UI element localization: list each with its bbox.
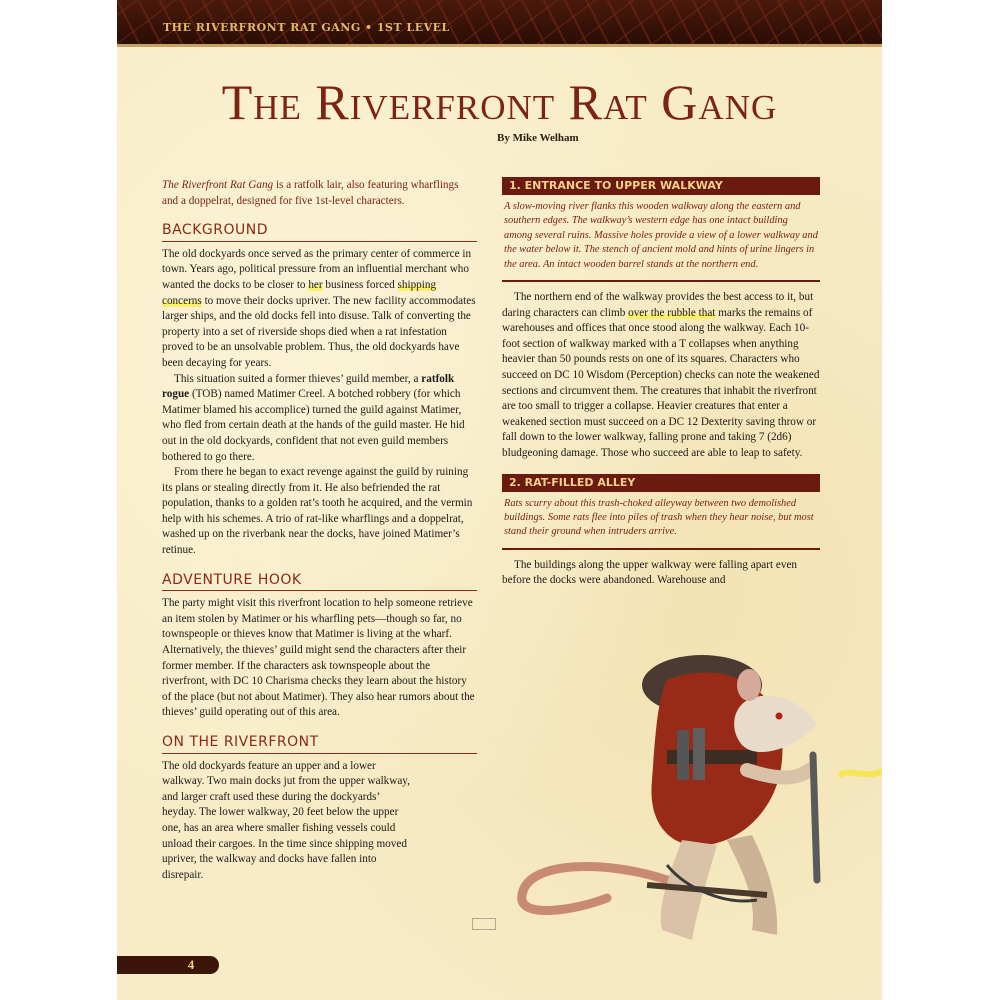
text-run: marks the remains of warehouses and offices that once stood along the walkway. Each 10-foot section of walkway marked with a T collapses when anything heavier than 50 pounds rests on one of its squares. Characters who succeed on DC 10 Wisdom (Perception) checks can note the weakened sections and circumvent them. The creatures that inhabit the riverfront are too small to trigger a collapse. Heavier creatures that enter a weakened section must succeed on a DC 12 Dexterity saving throw or fall down to the lower walkway, falling prone and taking 7 (2d6) bludgeoning damage. Those who succeed are able to leap to safety. [502, 306, 820, 459]
yellow-highlight-smudge [837, 760, 882, 790]
highlighted-text: over the rubble that [628, 306, 716, 319]
dagger [813, 755, 817, 880]
on-the-riverfront-heading: ON THE RIVERFRONT [162, 735, 477, 754]
text-run: business forced [322, 278, 398, 291]
alley-heading: 2. RAT-FILLED ALLEY [502, 474, 820, 492]
entrance-heading: 1. ENTRANCE TO UPPER WALKWAY [502, 177, 820, 195]
adventure-hook-paragraph: The party might visit this riverfront location to help someone retrieve an item stolen by Matimer or his wharfling pets—though so far, no townspeople or thieves know that Matimer is living at the wharf. Alternatively, the thieves’ guild might send the characters after their former member. If the characters ask townspeople about the riverfront, with DC 10 Charisma checks they learn about the history of the place (but not about Matimer). They also hear rumors about the thieves’ guild operating out of this area. [162, 597, 475, 719]
byline: By Mike Welham [497, 132, 579, 144]
background-paragraph-3: From there he began to exact revenge against the guild by ruining its plans or stealing directly from it. He also befriended the rat population, thanks to a golden rat’s tooth he acquired, and the vermin help with his schemes. A trio of rat-like wharflings and a doppelrat, washed up on the riverbank near the docks, have joined Matimer’s retinue. [162, 466, 473, 557]
alley-paragraph: The buildings along the upper walkway were falling apart even before the docks were abandoned. Warehouse and [502, 558, 798, 587]
background-paragraph-1 [162, 247, 477, 372]
bold-text: ratfolk rogue [162, 372, 455, 401]
intro-title: The Riverfront Rat Gang [162, 179, 274, 191]
intro-paragraph [162, 178, 477, 209]
highlighted-text: shipping concerns [162, 278, 437, 307]
crossbow-bolts [693, 728, 705, 780]
text-run: The northern end of the walkway provides the best access to it, but daring characters can climb [502, 291, 814, 319]
page-number: 4 [187, 957, 195, 972]
rat-leg [727, 835, 777, 935]
document-page [117, 0, 882, 1000]
left-column [162, 178, 477, 883]
ratfolk-rogue-illustration [517, 630, 827, 960]
running-head: THE RIVERFRONT RAT GANG • 1ST LEVEL [163, 21, 450, 34]
text-run: The old dockyards once served as the primary center of commerce in town. Years ago, political pressure from an influential merchant who wanted the docks to be closer to [162, 247, 472, 291]
rat-ear [737, 669, 761, 701]
crossbow-bolts [677, 730, 689, 780]
page-number-tab [117, 956, 219, 974]
entrance-boxed-text: A slow-moving river flanks this wooden walkway along the eastern and southern edges. The walkway’s western edge has one intact building among several ruins. Massive holes provide a view of a lower walkway and the water below it. The stench of ancient mold and hints of urine lingers in the area. An intact wooden barrel stands at the northern end. [502, 195, 820, 282]
intro-text: is a ratfolk lair, also featuring wharflings and a doppelrat, designed for five 1st-level characters. [162, 179, 459, 207]
rat-arm [747, 770, 809, 778]
entrance-paragraph [502, 290, 820, 462]
on-the-riverfront-paragraph: The old dockyards feature an upper and a lower walkway. Two main docks jut from the upper walkway, and larger craft used these during the dockyards’ heyday. The lower walkway, 20 feet below the upper one, has an area where smaller fishing vessels could unload their cargoes. In the time since shipping moved upriver, the walkway and docks have fallen into disrepair. [162, 759, 410, 881]
rat-eye [776, 713, 783, 720]
rat-tail [522, 866, 667, 910]
background-paragraph-2 [162, 372, 477, 466]
adventure-hook-heading: ADVENTURE HOOK [162, 573, 477, 592]
running-header-band [117, 0, 882, 47]
text-run: (TOB) named Matimer Creel. A botched robbery (for which Matimer blamed his accomplice) turned the guild against Matimer, who fled from certain death at the hands of the guild master. He hid out in the old dockyards, confident that not even guild members bothered to go there. [162, 388, 465, 463]
rat-head [734, 696, 817, 752]
highlighted-text: her [308, 278, 323, 291]
text-run: to move their docks upriver. The new facility accommodates larger ships, and the old docks fell into disuse. Talk of converting the property into a set of riverside shops died when a rat infestation proved to be an unsolvable problem. Thus, the old dockyards have been decaying for years. [162, 294, 476, 369]
small-signature-mark [472, 918, 496, 930]
text-run: This situation suited a former thieves’ guild member, a [174, 372, 422, 385]
alley-boxed-text: Rats scurry about this trash-choked alleyway between two demolished buildings. Some rats flee into piles of trash when they hear noise, but most stand their ground when intruders arrive. [502, 492, 820, 550]
background-heading: BACKGROUND [162, 223, 477, 242]
right-column [502, 177, 820, 589]
page-title: The Riverfront Rat Gang [221, 74, 778, 130]
